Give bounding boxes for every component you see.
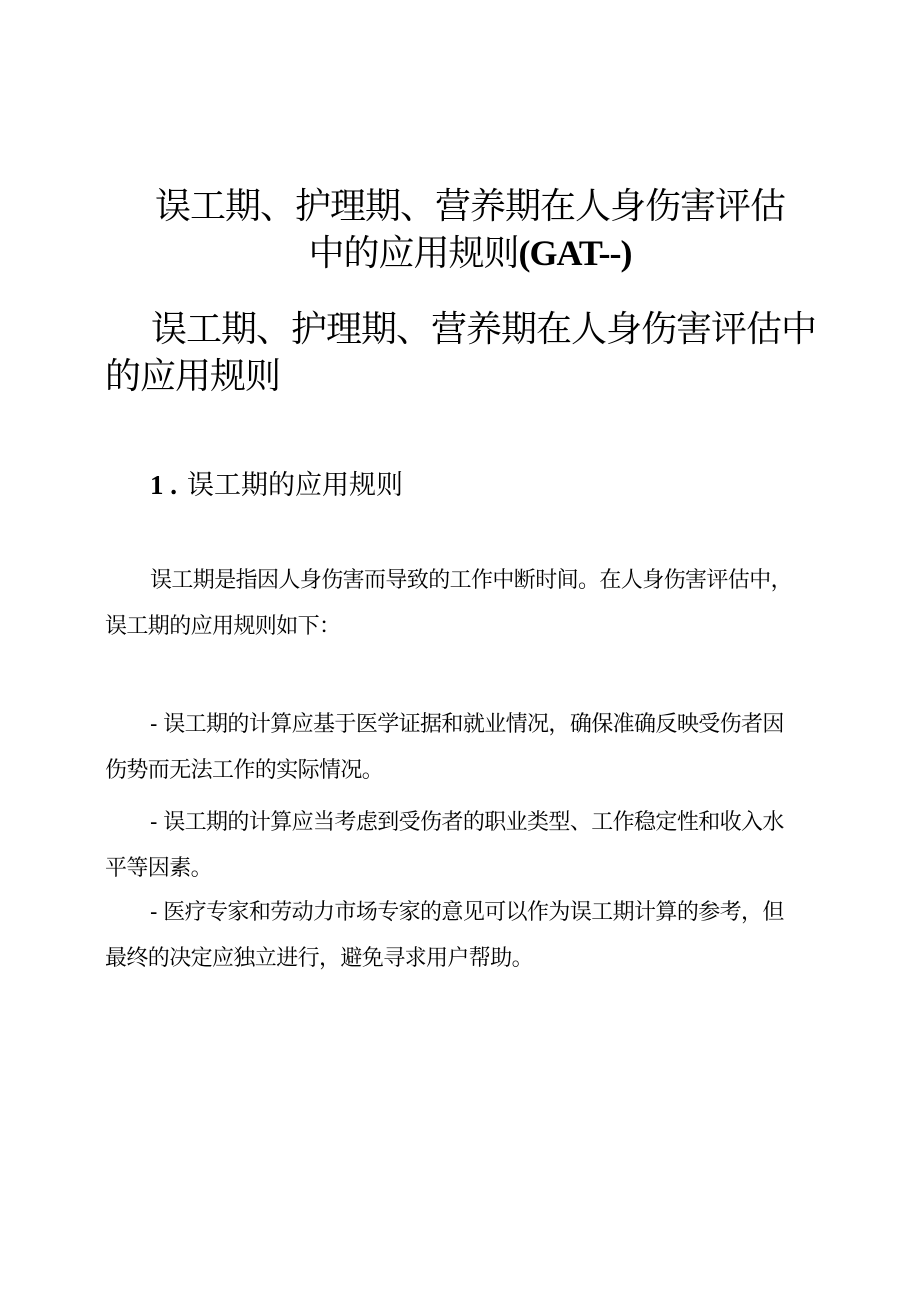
- section-heading: [150, 468, 403, 503]
- list-item: - 误工期的计算应当考虑到受伤者的职业类型、工作稳定性和收入水平等因素。: [105, 810, 784, 881]
- intro-paragraph: 误工期是指因人身伤害而导致的工作中断时间。在人身伤害评估中，误工期的应用规则如下：: [105, 568, 793, 639]
- title-code: (GAT--): [518, 233, 632, 274]
- list-item: - 医疗专家和劳动力市场专家的意见可以作为误工期计算的参考，但最终的决定应独立进行，避免寻求用户帮助。: [105, 900, 784, 971]
- title-line-2: 中的应用规则: [308, 233, 519, 275]
- section-number: 1 .: [150, 470, 177, 500]
- list-item: - 误工期的计算应基于医学证据和就业情况，确保准确反映受伤者因伤势而无法工作的实际情况。: [105, 712, 784, 783]
- document-title: [100, 184, 840, 277]
- section-title: 误工期的应用规则: [187, 470, 403, 501]
- title-line-1: 误工期、护理期、营养期在人身伤害评估: [154, 186, 785, 228]
- document-subtitle: 误工期、护理期、营养期在人身伤害评估中的应用规则: [105, 309, 817, 397]
